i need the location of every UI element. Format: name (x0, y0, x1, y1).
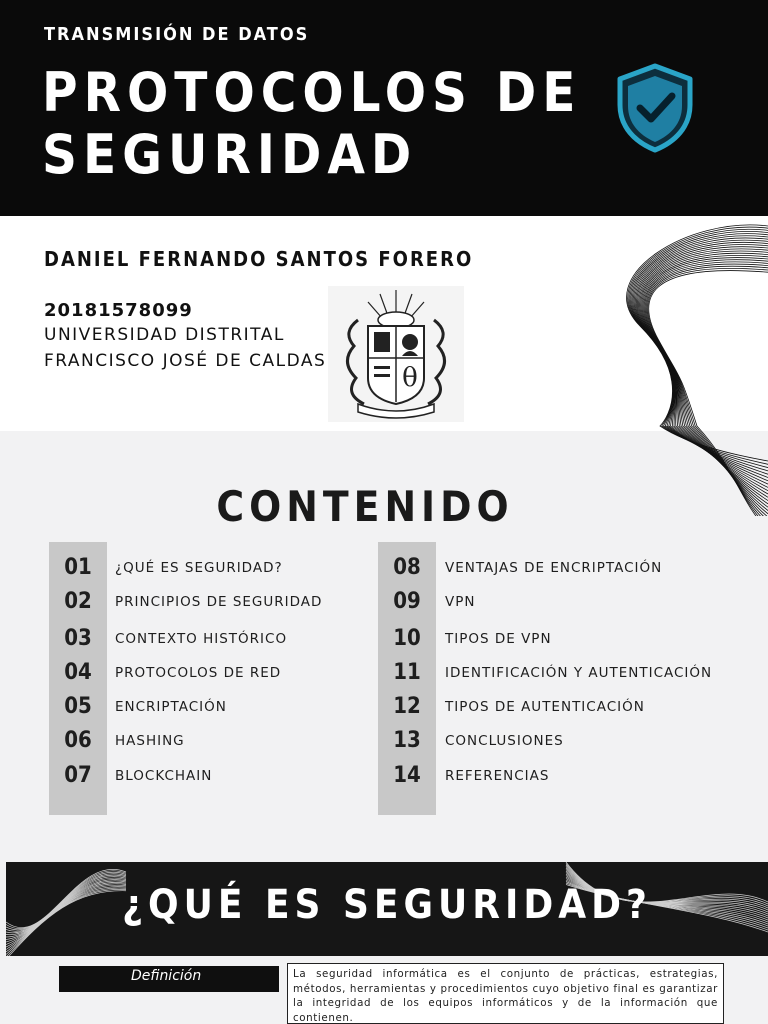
contents-item-number: 13 (393, 728, 421, 753)
contents-item-number: 04 (64, 660, 92, 685)
contents-item-label: HASHING (115, 733, 185, 749)
contents-item-number: 10 (393, 626, 421, 651)
contents-item-label: VENTAJAS DE ENCRIPTACIÓN (445, 560, 663, 576)
contents-item-number: 12 (393, 694, 421, 719)
contents-item-number: 05 (64, 694, 92, 719)
wave-line (647, 266, 768, 516)
contents-item-number: 09 (393, 589, 421, 614)
subject-label: TRANSMISIÓN DE DATOS (44, 24, 310, 45)
contents-item-label: REFERENCIAS (445, 768, 550, 784)
page-title (42, 62, 581, 186)
wave-line (630, 231, 768, 470)
contents-item-number: 06 (64, 728, 92, 753)
contents-item-label: PROTOCOLOS DE RED (115, 665, 282, 681)
svg-text:θ: θ (402, 363, 418, 393)
university-name (44, 322, 326, 374)
contents-item-label: ¿QUÉ ES SEGURIDAD? (115, 560, 283, 576)
wave-line (636, 245, 768, 491)
definition-label: Definición (59, 966, 279, 992)
wave-line (627, 225, 768, 461)
contents-item-number: 14 (393, 763, 421, 788)
contents-item-label: VPN (445, 594, 476, 610)
title-line-2: SEGURIDAD (42, 123, 418, 186)
header-banner (0, 0, 768, 216)
contents-item-number: 02 (64, 589, 92, 614)
author-name: DANIEL FERNANDO SANTOS FORERO (44, 247, 474, 271)
wave-line (648, 268, 768, 516)
contents-item-number: 03 (64, 626, 92, 651)
contents-item-label: ENCRIPTACIÓN (115, 699, 227, 715)
contents-item-number: 08 (393, 555, 421, 580)
contents-item-label: TIPOS DE AUTENTICACIÓN (445, 699, 645, 715)
decorative-waves-top (600, 216, 768, 516)
contents-heading: CONTENIDO (216, 482, 514, 531)
contents-item-number: 01 (64, 555, 92, 580)
university-crest-logo (328, 286, 464, 422)
section-header-band (6, 862, 768, 956)
contents-item-label: PRINCIPIOS DE SEGURIDAD (115, 594, 323, 610)
contents-item-label: CONTEXTO HISTÓRICO (115, 631, 288, 647)
contents-item-label: TIPOS DE VPN (445, 631, 552, 647)
section-title: ¿QUÉ ES SEGURIDAD? (122, 882, 652, 928)
wave-line (640, 251, 768, 501)
wave-line (649, 271, 768, 516)
wave-line (642, 255, 768, 507)
contents-item-label: CONCLUSIONES (445, 733, 564, 749)
definition-text: La seguridad informática es el conjunto de prácticas, estrategias, métodos, herramientas y procedimientos cuyo objetivo final es garantizar la integridad de los equipos informáticos y de la información que contienen. (287, 963, 724, 1024)
title-line-1: PROTOCOLOS DE (42, 61, 582, 124)
contents-item-label: BLOCKCHAIN (115, 768, 213, 784)
university-line-1: UNIVERSIDAD DISTRITAL (44, 325, 285, 345)
shield-check-icon (614, 63, 696, 153)
wave-line (644, 260, 768, 514)
contents-item-number: 11 (393, 660, 421, 685)
university-line-2: FRANCISCO JOSÉ DE CALDAS (44, 351, 327, 371)
wave-line (641, 253, 768, 504)
contents-item-number: 07 (64, 763, 92, 788)
contents-item-label: IDENTIFICACIÓN Y AUTENTICACIÓN (445, 665, 713, 681)
student-code: 20181578099 (44, 300, 193, 321)
